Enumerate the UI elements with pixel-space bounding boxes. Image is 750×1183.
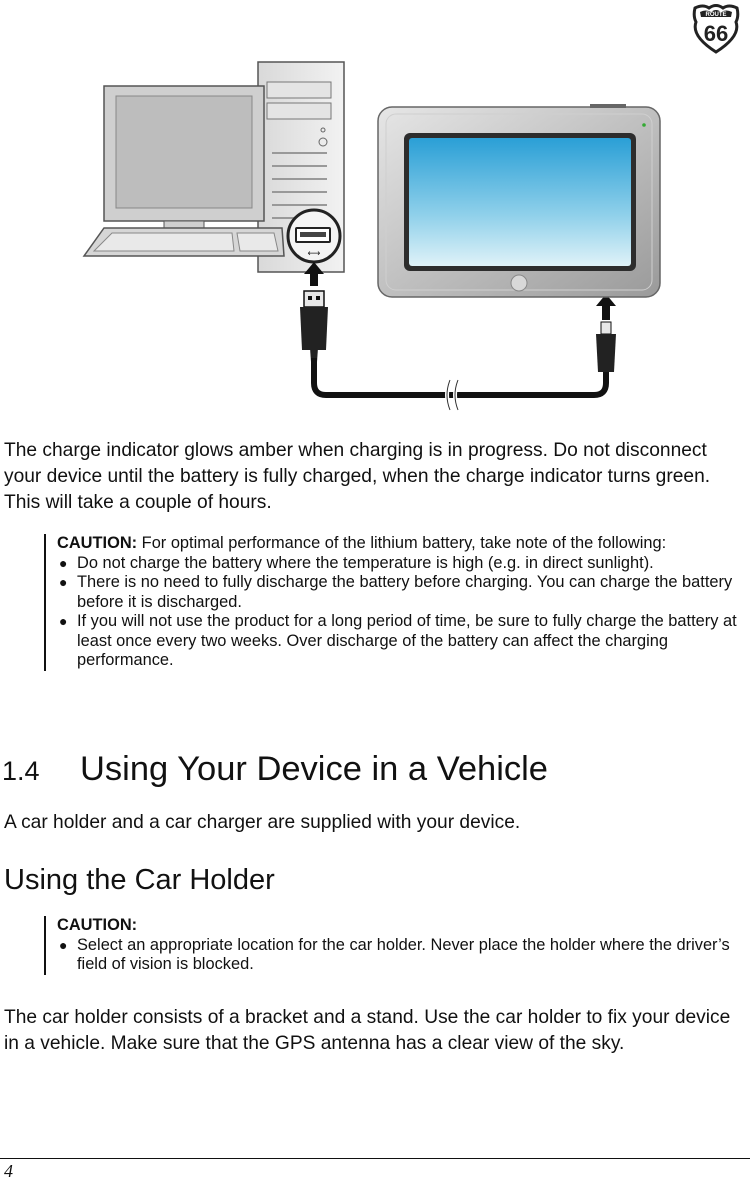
svg-text:⟷: ⟷ xyxy=(307,249,321,259)
bullet-icon: ● xyxy=(59,936,68,953)
usb-plug xyxy=(300,291,328,362)
caution-text: For optimal performance of the lithium battery, take note of the following: xyxy=(137,534,667,552)
list-item: ● If you will not use the product for a long period of time, be sure to fully charge the battery at least once every two weeks. Over discharge of the battery can affect the charging performance. xyxy=(59,612,737,669)
list-item: ● Select an appropriate location for the car holder. Never place the holder where the driver’s field of vision is blocked. xyxy=(59,935,730,973)
caution-label: CAUTION: xyxy=(57,916,138,934)
holder-caution-box xyxy=(44,916,750,975)
caution-list xyxy=(57,554,750,671)
logo-route-text: ROUTE xyxy=(705,12,727,19)
bullet-icon: ● xyxy=(59,574,68,590)
footer-divider xyxy=(0,1158,750,1159)
section-intro-paragraph: A car holder and a car charger are supplied with your device. xyxy=(4,812,521,833)
bullet-icon: ● xyxy=(59,613,68,629)
caution-lead xyxy=(57,916,750,936)
section-heading xyxy=(2,748,548,792)
battery-caution-box xyxy=(44,534,750,671)
caution-lead xyxy=(57,534,750,554)
navigation-device xyxy=(378,104,660,297)
bullet-icon: ● xyxy=(59,554,68,571)
caution-label: CAUTION: xyxy=(57,534,138,552)
usb-cable xyxy=(314,358,606,395)
car-holder-paragraph: The car holder consists of a bracket and a stand. Use the car holder to fix your device in a vehicle. Make sure that the GPS antenna has a clear view of the sky. xyxy=(4,1007,731,1054)
usb-connection-illustration xyxy=(82,58,664,414)
route-66-logo xyxy=(689,2,743,54)
list-item: ● There is no need to fully discharge the battery before charging. You can charge the battery before it is discharged. xyxy=(59,573,733,611)
subsection-heading: Using the Car Holder xyxy=(4,864,275,896)
usb-port-callout xyxy=(288,210,340,262)
logo-number: 66 xyxy=(703,21,729,46)
list-item: ● Do not charge the battery where the temperature is high (e.g. in direct sunlight). xyxy=(59,553,654,572)
page-number: 4 xyxy=(4,1161,13,1181)
arrow-up-icon xyxy=(596,294,616,320)
charge-indicator-paragraph: The charge indicator glows amber when charging is in progress. Do not disconnect your device until the battery is fully charged, when the charge indicator turns green. This will take a couple of hours. xyxy=(4,440,711,513)
mini-usb-plug xyxy=(596,322,616,372)
computer-monitor xyxy=(104,86,264,231)
section-title: Using Your Device in a Vehicle xyxy=(80,750,548,788)
section-number: 1.4 xyxy=(2,756,40,786)
caution-list xyxy=(57,936,750,975)
computer-keyboard xyxy=(84,228,284,256)
